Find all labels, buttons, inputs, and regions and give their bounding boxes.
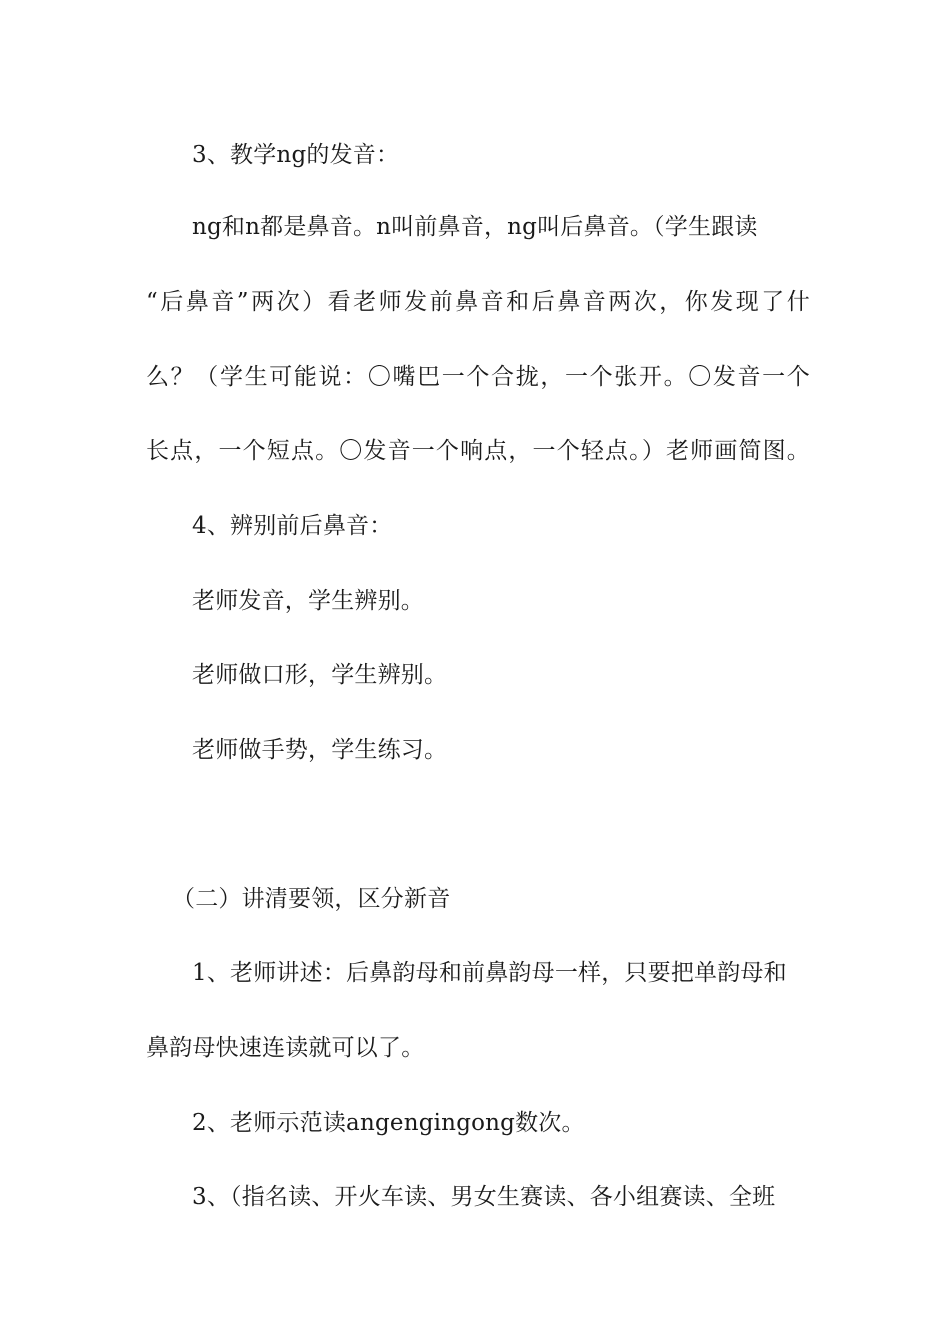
text-line: 3、教学ng的发音： — [192, 142, 400, 168]
text-line: 4、辨别前后鼻音： — [192, 513, 393, 539]
text-line: 鼻韵母快速连读就可以了。 — [146, 1035, 425, 1061]
text-line: 长点，一个短点。〇发音一个响点，一个轻点。）老师画简图。 — [146, 438, 810, 464]
text-line: 老师做手势，学生练习。 — [192, 737, 448, 763]
text-line: 1、老师讲述：后鼻韵母和前鼻韵母一样，只要把单韵母和 — [192, 960, 787, 986]
text-line: 老师发音，学生辨别。 — [192, 588, 424, 614]
section-heading: （二）讲清要领，区分新音 — [172, 886, 451, 912]
text-line: 老师做口形，学生辨别。 — [192, 662, 448, 688]
text-line: 么？（学生可能说：〇嘴巴一个合拢，一个张开。〇发音一个 — [146, 364, 810, 390]
text-line: 2、老师示范读angengingong数次。 — [192, 1110, 585, 1136]
text-line: 3、（指名读、开火车读、男女生赛读、各小组赛读、全班 — [192, 1184, 776, 1210]
text-line: “后鼻音”两次）看老师发前鼻音和后鼻音两次，你发现了什 — [146, 289, 810, 315]
text-line: ng和n都是鼻音。n叫前鼻音，ng叫后鼻音。（学生跟读 — [192, 214, 758, 240]
